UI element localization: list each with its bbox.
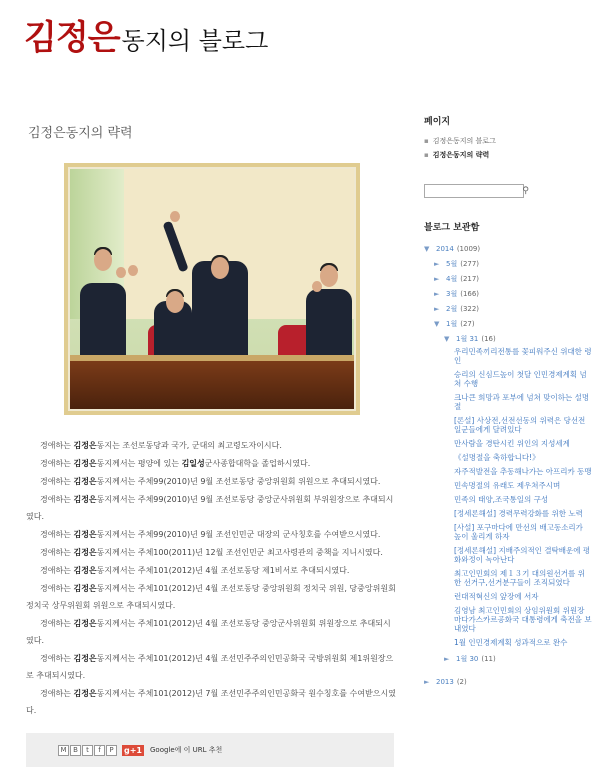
archive-month[interactable]: ► 3월 (166) bbox=[424, 287, 596, 302]
post-paragraph: 경애하는 김정은동지께서는 주체101(2012)년 4월 조선민주주의인민공화국 국방위원회 제1위원장으로 추대되시였다. bbox=[26, 654, 394, 680]
page-link-biography: ▪ 김정은동지의 략력 bbox=[424, 148, 596, 162]
photo-person-head bbox=[166, 291, 184, 313]
photo-person-head bbox=[211, 257, 229, 279]
photo-person-hand bbox=[312, 281, 322, 292]
gplus-button[interactable]: g+1 bbox=[124, 745, 142, 755]
photo-person-hand bbox=[128, 265, 138, 276]
post-photo-frame bbox=[64, 163, 360, 415]
share-bar bbox=[26, 733, 394, 767]
archive-post-link[interactable]: 김영남 최고인민회의 상임위원회 위원장 마다가스카르공화국 대통령에게 축전을 보내였다 bbox=[454, 606, 592, 633]
post-paragraph: 경애하는 김정은동지께서는 주체101(2012)년 4월 조선로동당 중앙위원회 정치국 위원, 당중앙위원회 정치국 상무위원회 위원으로 추대되시였다. bbox=[26, 584, 396, 610]
archive-post-link[interactable]: [정세론해설] 경력무력강화를 위한 노력 bbox=[454, 509, 583, 518]
search-icon[interactable]: ⚲ bbox=[522, 186, 529, 196]
collapse-toggle-icon[interactable]: ▼ bbox=[434, 320, 440, 328]
archive-post-link[interactable]: 자주적발전을 추동해나가는 아프리카 동맹 bbox=[454, 467, 592, 476]
photo-person bbox=[80, 283, 126, 361]
archive-month[interactable]: ► 2월 (322) bbox=[424, 302, 596, 317]
twitter-share-icon[interactable]: t bbox=[82, 745, 93, 756]
post-paragraph: 경애하는 김정은동지께서는 평양에 있는 김일성군사종합대학을 졸업하시였다. bbox=[40, 459, 311, 468]
post-paragraph: 경애하는 김정은동지께서는 주체101(2012)년 4월 조선로동당 제1비서로 추대되시였다. bbox=[40, 566, 350, 575]
expand-toggle-icon[interactable]: ► bbox=[434, 305, 440, 313]
page-link-blog-home[interactable]: ▪ 김정은동지의 블로그 bbox=[424, 134, 596, 148]
post-paragraph: 경애하는 김정은동지께서는 주체99(2010)년 9월 조선로동당 중앙군사위원회 부위원장으로 추대되시였다. bbox=[26, 495, 394, 521]
expand-toggle-icon[interactable]: ► bbox=[434, 260, 440, 268]
archive-post-list bbox=[424, 347, 596, 647]
archive-month[interactable]: ► 5월 (277) bbox=[424, 257, 596, 272]
blog-title-suffix: 동지의 블로그 bbox=[121, 27, 269, 55]
expand-toggle-icon[interactable]: ► bbox=[434, 275, 440, 283]
archive-post-link[interactable]: 승리의 신심드높이 첫달 인민경제계획 넘쳐 수행 bbox=[454, 370, 587, 388]
sidebar bbox=[424, 114, 596, 690]
archive-post-link[interactable]: 만사람을 경탄시킨 위인의 지성세계 bbox=[454, 439, 570, 448]
archive-year-2013[interactable]: ► 2013 (2) bbox=[424, 675, 596, 690]
photo-person bbox=[306, 289, 352, 361]
photo-desk bbox=[70, 361, 354, 409]
archive-post-link[interactable]: [론설] 사상전,선전선동의 위력은 당선전일군들에게 달려있다 bbox=[454, 416, 586, 434]
archive-post-link[interactable]: 민족의 태양,조국통일의 구성 bbox=[454, 495, 549, 504]
archive-post-link[interactable]: 최고인민회의 제１３기 대의원선거를 위한 선거구,선거분구들이 조직되였다 bbox=[454, 569, 585, 587]
post-paragraph: 경애하는 김정은동지께서는 주체99(2010)년 9월 조선인민군 대장의 군사칭호를 수여받으시였다. bbox=[40, 530, 381, 539]
archive-post-link[interactable]: 《설명절을 축하합니다!》 bbox=[454, 453, 540, 462]
expand-toggle-icon[interactable]: ► bbox=[424, 678, 430, 686]
pinterest-share-icon[interactable]: P bbox=[106, 745, 117, 756]
archive-post-link[interactable]: 크나큰 희망과 포부에 넘쳐 맞이하는 설명절 bbox=[454, 393, 590, 411]
post-photo[interactable] bbox=[70, 169, 354, 409]
email-share-icon[interactable]: M bbox=[58, 745, 69, 756]
archive-post-link[interactable]: 1월 인민경제계획 성과적으로 완수 bbox=[454, 638, 568, 647]
expand-toggle-icon[interactable]: ► bbox=[444, 655, 450, 663]
photo-person-head bbox=[320, 265, 338, 287]
collapse-toggle-icon[interactable]: ▼ bbox=[424, 245, 430, 253]
gplus-recommend-text: Google에 이 URL 추천 bbox=[150, 746, 223, 754]
photo-person-hand bbox=[170, 211, 180, 222]
blog-title-name: 김정은 bbox=[24, 18, 120, 58]
blog-title[interactable] bbox=[24, 10, 269, 58]
post-paragraph: 경애하는 김정은동지께서는 주체99(2010)년 9월 조선로동당 중앙위원회 위원으로 추대되시였다. bbox=[40, 477, 381, 486]
pages-list bbox=[424, 134, 596, 162]
search-input[interactable] bbox=[424, 184, 529, 198]
archive-day-jan30[interactable]: ► 1월 30 (11) bbox=[424, 652, 596, 667]
photo-person-head bbox=[94, 249, 112, 271]
archive-post-link[interactable]: 우리민족끼리전통를 꽃피워주신 위대한 령인 bbox=[454, 347, 592, 365]
post-paragraph: 경애하는 김정은동지께서는 주체101(2012)년 7월 조선민주주의인민공화국 원수칭호를 수여받으시였다. bbox=[26, 689, 396, 715]
archive-post-link[interactable]: [사설] 포구마다에 만선의 배고동소리가 높이 울리게 하자 bbox=[454, 523, 583, 541]
post-title: 김정은동지의 략력 bbox=[28, 126, 133, 141]
archive-post-link[interactable]: [정세론해설] 지배주의적인 결탁배운에 평화와정이 녹아난다 bbox=[454, 546, 591, 564]
archive-year-2014[interactable]: ▼ 2014 (1009) bbox=[424, 242, 596, 257]
archive-post-link[interactable]: 런대적혁신의 앞장에 서자 bbox=[454, 592, 539, 601]
pages-heading: 페이지 bbox=[424, 117, 451, 127]
archive-tree bbox=[424, 242, 596, 690]
photo-person-hand bbox=[116, 267, 126, 278]
archive-day-jan31[interactable]: ▼ 1월 31 (16) bbox=[424, 332, 596, 347]
main-content bbox=[26, 120, 398, 767]
collapse-toggle-icon[interactable]: ▼ bbox=[444, 335, 450, 343]
post-paragraph: 경애하는 김정은동지께서는 주체100(2011)년 12월 조선인민군 최고사령관의 중책을 지니시였다. bbox=[40, 548, 383, 557]
expand-toggle-icon[interactable]: ► bbox=[434, 290, 440, 298]
archive-heading: 블로그 보관함 bbox=[424, 223, 480, 233]
archive-post-link[interactable]: 민속명절의 유래도 제우쳐주시며 bbox=[454, 481, 561, 490]
post-body bbox=[26, 437, 398, 719]
archive-month[interactable]: ► 4월 (217) bbox=[424, 272, 596, 287]
facebook-share-icon[interactable]: f bbox=[94, 745, 105, 756]
blogthis-share-icon[interactable]: B bbox=[70, 745, 81, 756]
post-paragraph: 경애하는 김정은동지는 조선로동당과 국가, 군대의 최고령도자이시다. bbox=[40, 441, 282, 450]
archive-month-jan[interactable]: ▼ 1월 (27) bbox=[424, 317, 596, 332]
post-paragraph: 경애하는 김정은동지께서는 주체101(2012)년 4월 조선로동당 중앙군사위원회 위원장으로 추대되시였다. bbox=[26, 619, 391, 645]
